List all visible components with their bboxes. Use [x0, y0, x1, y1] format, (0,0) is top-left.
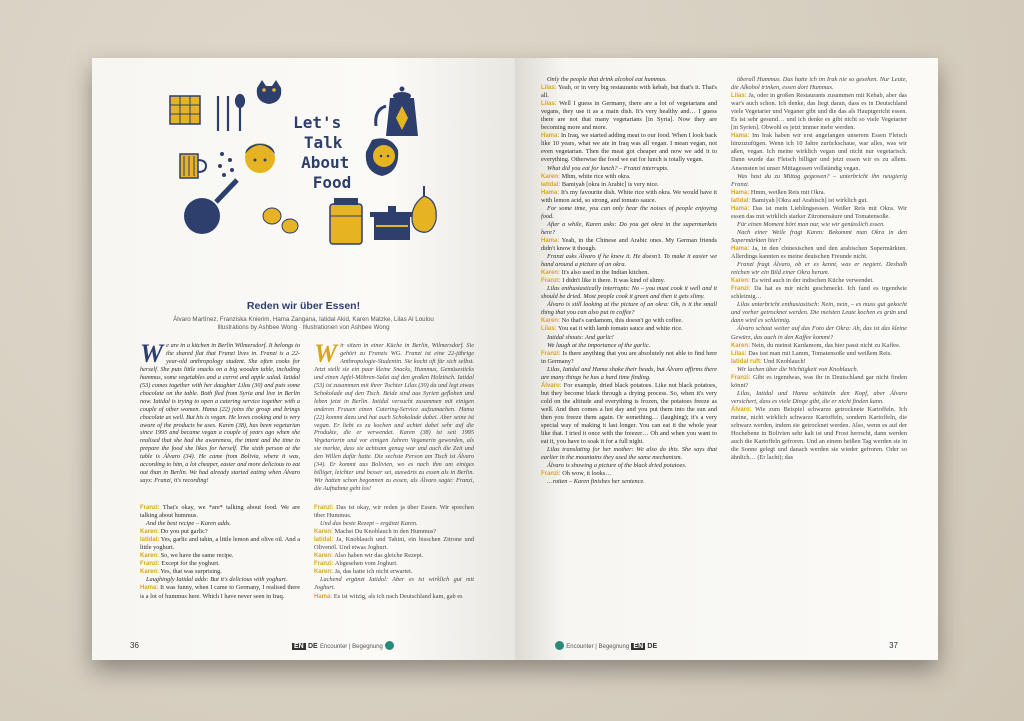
- speaker-name: Iatidal:: [541, 181, 561, 188]
- lang-tag-en: EN: [294, 642, 304, 650]
- dialog-line: [731, 189, 907, 197]
- dialog-text: In Iraq, we started adding meat to our food. When I look back like 10 years, what we ate in Iraq was all vegan. I mean vegan, not even vegetarian. Then the meat got cheaper and now we add it to everything. Otherwise the food we eat for lunch is totally vegan.: [541, 132, 717, 164]
- lang-tag-en: EN: [633, 642, 644, 650]
- dialog-text: Lilas, Iatidal and Hama shake their heads, but Álvaro affirms there are many things he has a hard time finding.: [541, 365, 717, 381]
- dialog-en: [140, 504, 300, 601]
- dialog-line: [541, 189, 717, 205]
- speaker-name: Karen:: [140, 553, 160, 560]
- speaker-name: Hama:: [731, 189, 750, 196]
- dialog-text: It's also used in the Indian kitchen.: [561, 269, 649, 277]
- dialog-line: [541, 366, 717, 382]
- intro-en: [140, 339, 300, 485]
- dialog-line: [541, 478, 717, 486]
- speaker-name: Franzi:: [140, 505, 160, 511]
- jar-icon: [330, 198, 362, 244]
- dialog-line: [314, 576, 474, 592]
- dialog-text: You eat it with lamb tomato sauce and white rice.: [558, 325, 683, 333]
- dialog-line: [541, 285, 717, 301]
- dialog-text: Álvaro is still looking at the picture of an okra: Oh, is it the small thing that you can also put in coffee?: [541, 301, 717, 317]
- running-title: Encounter | Begegnung: [319, 643, 383, 650]
- dialog-line: [731, 350, 907, 358]
- dialog-line: [541, 342, 717, 350]
- speaker-name: Lilas:: [541, 85, 557, 92]
- dialog-line: [731, 358, 907, 366]
- dialog-line: [541, 181, 717, 189]
- dialog-text: Ja, oder in großen Restaurants zusammen mit Kebab, aber das war's auch schon. Ich denke, das liegt daran, dass es in Deutschland viele Vegetarier und Veganer gibt und die das als Hauptgericht essen. Es ist sehr gesund… und ich denke es gibt nicht so viele Vegetarier [in Syrien]. Obwohl es jetzt immer mehr werden.: [731, 92, 908, 132]
- dialog-line: [731, 205, 907, 221]
- speaker-name: Franzi:: [314, 505, 334, 511]
- dialog-line: [541, 470, 717, 478]
- dialog-text: Álvaro schaut weiter auf das Foto der Okra: Ah, das ist das kleine Gewürz, das auch in den Kaffee kommt?: [731, 325, 907, 341]
- man-face-icon: [245, 143, 275, 173]
- dialog-text: Im Irak haben wir erst angefangen unserem Essen Fleisch hinzuzufügen. Wenn ich 10 Jahre zurückschaue, war alles, was wir aßen, vegan. Ich meine wirklich vegan und nicht nur vegetarisch. Dann wurde das Fleisch billiger und jetzt essen wir es zu allem. Ansonsten ist unser Mittagessen vollständig vegan.: [731, 132, 908, 172]
- dialog-text: Es ist witzig, als ich nach Deutschland kam, gab es: [333, 592, 463, 600]
- dialog-line: [541, 317, 717, 325]
- speaker-name: Franzi:: [731, 286, 751, 293]
- dialog-line: [541, 76, 717, 84]
- dialog-text: It was funny, when I came to Germany, I realised there is a lot of hummus here. Which I have never seen in Iraq.: [140, 584, 300, 600]
- dialog-text: Lilas, Iatidal und Hama schütteln den Kopf, aber Álvaro versichert, dass es viele Dinge gibt, die er nicht finden kann.: [731, 389, 907, 405]
- dialog-line: [731, 406, 907, 462]
- dialog-line: [731, 261, 907, 277]
- speaker-name: Franzi:: [314, 561, 334, 568]
- speaker-name: Hama:: [140, 585, 159, 592]
- speaker-name: Hama:: [731, 205, 750, 212]
- dialog-text: What did you eat for lunch? – Franzi interrupts.: [547, 164, 669, 172]
- dialog-line: [731, 221, 907, 229]
- footer-right: [555, 641, 657, 650]
- page-number-right: 37: [889, 641, 898, 650]
- dialog-text: Yeah, or in very big restaurants with kebab, but that's it. That's all.: [541, 84, 717, 100]
- dialog-line: [541, 165, 717, 173]
- dialog-text: I didn't like it there. It was kind of slimy.: [562, 277, 665, 285]
- speaker-name: Karen:: [541, 173, 561, 180]
- dialog-text: Is there anything that you are absolutely not able to find here in Germany?: [541, 349, 718, 365]
- logo-icon: [555, 641, 564, 650]
- dialog-line: [314, 536, 474, 552]
- cooking-pot-icon: [370, 206, 414, 240]
- speaker-name: Lilas:: [731, 93, 747, 100]
- dialog-text: Lilas enthusiastically interrupts: No – you must cook it well and it should be dried. Most people cook it green and then it gets slimy.: [541, 285, 717, 301]
- authors-line: Álvaro Martínez, Franziska Knierim, Hama Zangana, Iatidal Akid, Karen Matzke, Lilas Al Loulou: [173, 316, 434, 323]
- speaker-name: Hama:: [731, 245, 750, 252]
- speaker-name: Karen:: [314, 569, 334, 576]
- dialog-text: So, we have the same recipe.: [160, 552, 234, 560]
- dialog-line: [541, 301, 717, 317]
- dialog-text: Franzi fragt Álvaro, ob er es kennt, was er negiert. Deshalb reichen wir ein Bild einer Okra herum.: [731, 261, 907, 277]
- dialog-line: [541, 237, 717, 253]
- dialog-line: [731, 366, 907, 374]
- dialog-line: [140, 536, 300, 552]
- dialog-text: Ja, das hatte ich nicht erwartet.: [334, 568, 413, 576]
- right-page: [515, 58, 938, 660]
- speaker-name: Karen:: [731, 342, 751, 349]
- dialog-text: For some time, you can only hear the noises of people enjoying food.: [541, 204, 717, 220]
- right-column-de: [731, 76, 907, 462]
- dialog-line: [140, 504, 300, 520]
- dialog-line: [541, 84, 717, 100]
- dialog-text: Franzi asks Álvaro if he knew it. He doesn't. To make it easier we hand around a picture of an okra.: [541, 253, 717, 269]
- speaker-name: Hama:: [541, 189, 560, 196]
- left-page: [92, 58, 515, 660]
- dialog-line: [541, 269, 717, 277]
- dialog-line: [140, 568, 300, 576]
- dialog-line: [541, 205, 717, 221]
- dialog-text: Ja, Knoblauch und Tahini, ein bisschen Zitrone und Olivenöl. Und etwas Joghurt.: [314, 536, 474, 552]
- speaker-name: Karen:: [140, 569, 160, 576]
- dialog-text: That's okay, we *are* talking about food. We are talking about hummus.: [140, 504, 300, 520]
- dialog-text: Da hat es mir nicht geschmeckt. Ich fand es irgendwie schleimig…: [731, 285, 907, 301]
- dialog-text: Mhm, white rice with okra.: [561, 172, 631, 180]
- lang-tag-de: DE: [307, 642, 318, 650]
- dialog-line: [541, 446, 717, 462]
- dialog-line: [541, 382, 717, 446]
- dialog-line: [314, 520, 474, 528]
- dialog-de: [314, 504, 474, 601]
- dialog-text: Das ist okay, wir reden ja über Essen. Wir sprechen über Hummus.: [314, 504, 474, 520]
- dialog-line: [314, 504, 474, 520]
- speaker-name: Karen:: [541, 270, 561, 277]
- speaker-name: Franzi:: [541, 350, 561, 357]
- dialog-line: [314, 593, 474, 601]
- coffee-pot-icon: [376, 87, 418, 137]
- dialog-line: [731, 277, 907, 285]
- illustration: [162, 76, 452, 291]
- speaker-name: Lilas:: [541, 101, 557, 108]
- title-lettering: [293, 113, 359, 192]
- speaker-name: Karen:: [314, 553, 334, 560]
- dialog-line: [140, 584, 300, 600]
- dialog-text: Was hast du zu Mittag gegessen? – unterbricht ihn neugierig Franzi.: [731, 172, 907, 188]
- dialog-line: [731, 374, 907, 390]
- dialog-text: Abgesehen vom Joghurt.: [334, 560, 398, 568]
- speaker-name: Álvaro:: [731, 406, 752, 413]
- magazine-spread: [92, 58, 938, 660]
- speaker-name: Franzi:: [541, 278, 561, 285]
- dialog-line: [731, 285, 907, 301]
- dialog-text: Lilas unterbricht enthusiastisch: Nein, nein, – es muss gut gekocht und vorher getrocknet werden. Die meisten Leute kochen es grün und dann wird es schleimig.: [731, 301, 907, 325]
- dialog-text: Und Knoblauch!: [763, 357, 806, 365]
- dialog-line: [314, 568, 474, 576]
- title-line-4: Food: [312, 173, 352, 192]
- right-column-en: [541, 76, 717, 486]
- speaker-name: Hama:: [314, 593, 333, 600]
- dialog-line: [731, 245, 907, 261]
- dialog-line: [731, 301, 907, 325]
- mug-icon: [180, 154, 206, 178]
- lang-tag-de: DE: [647, 642, 658, 650]
- dialog-text: Das ist mein Lieblingsessen. Weißer Reis mit Okra. Wir essen das mit wirklich starker Zitronensäure und Tomatensoße.: [731, 204, 907, 220]
- dialog-text: Lachend ergänzt Iatidal: Aber es ist wirklich gut mit Joghurt.: [314, 576, 474, 592]
- dialog-text: Bamiyah [okra in Arabic] is very nice.: [561, 180, 659, 188]
- dialog-line: [314, 528, 474, 536]
- speaker-name: Hama:: [541, 237, 560, 244]
- dialog-text: Laughingly Iatidal adds: But it's delicious with yoghurt.: [146, 576, 288, 584]
- logo-icon: [385, 641, 394, 650]
- article-heading: Reden wir über Essen!: [246, 300, 361, 312]
- dialog-text: Yeah, in the Chinese and Arabic ones. My German friends didn't know it though.: [541, 236, 717, 252]
- speaker-name: Karen:: [731, 278, 751, 285]
- dialog-text: Das isst man mit Lamm, Tomatensoße und weißem Reis.: [748, 349, 892, 357]
- intro-en-text: e are in a kitchen in Berlin Wilmersdorf. It belongs to the shared flat that Franzi lives in. Franzi is a 22-year-old anthropology student. She often cooks for herself. She puts little snacks on a big wooden table, including hummus, some vegetables and a carrot and apple salad. Iatidal (53) comes together with her daughter Lilas (30) and puts some chocolate on the table. Both fled from Syria and live in Berlin now. Iatidal is trying to open a catering service together with a couple of other women. Hama (22) joins the group and brings chocolate as well. But his is vegan. He loves cooking and is very aware of the products he uses. Karen (38), has been vegetarian since 1995 and became vegan a couple of years ago when she realised that she had the awareness, the intent and the time to prepare the food she likes for herself. The sixth person at the table is Álvaro (34). He came from Bolivia, where it was, according to him, a lot cheaper, easier and more delicious to eat out than in Berlin. We had already started eating when Álvaro says: Franzi, it's recording!: [140, 342, 300, 485]
- speaker-name: Hama:: [731, 133, 750, 140]
- dropcap-de: W: [314, 339, 338, 368]
- speaker-name: Iatidal:: [140, 537, 160, 544]
- dialog-line: [541, 334, 717, 342]
- dropcap-en: W: [140, 339, 164, 368]
- dialog-line: [541, 325, 717, 333]
- footer-left: [292, 641, 394, 650]
- speaker-name: Franzi:: [541, 471, 561, 478]
- authors-credit: [92, 316, 515, 332]
- dialog-line: [314, 560, 474, 568]
- dialog-line: [541, 100, 717, 132]
- speaker-name: Álvaro:: [541, 382, 562, 389]
- running-title: Encounter | Begegnung: [566, 643, 630, 650]
- dialog-text: Only the people that drink alcohol eat hummus.: [547, 76, 667, 83]
- speaker-name: Franzi:: [140, 561, 160, 568]
- lemon-icon: [263, 208, 298, 233]
- dialog-line: [541, 253, 717, 269]
- dialog-line: [140, 528, 300, 536]
- dialog-text: Except for the yoghurt.: [161, 560, 220, 568]
- garlic-icon: [412, 186, 436, 232]
- speaker-name: Hama:: [541, 133, 560, 140]
- dialog-line: [731, 342, 907, 350]
- dialog-text: Yes, that was surprising.: [160, 568, 222, 576]
- speaker-name: Lilas:: [731, 350, 747, 357]
- intro-de-text: ir sitzen in einer Küche in Berlin, Wilmersdorf. Sie gehört zu Franzis WG. Franzi ist eine 22-jährige Anthropologie-Studentin. Sie kocht oft für sich selbst. Jetzt stellt sie ein paar kleine Snacks, Hummus, Gemüsesticks und einen Apfel-Möhren-Salat auf den großen Holztisch. Iatidal (53) ist zusammen mit ihrer Tochter Lilas (30) da und legt etwas Schokolade auf den Tisch. Beide sind aus Syrien geflohen und leben jetzt in Berlin. Iatidal versucht zusammen mit einigen anderen Frauen einen Catering-Service aufzumachen. Hama (22) kommt dazu und hat auch Schokolade dabei. Aber seine ist vegan. Er liebt es zu kochen und achtet dabei sehr auf die Produkte, die er verwendet. Karen (38) ist seit 1995 Vegetarierin und vor einigen Jahren Veganerin geworden, als sie merkte, dass sie achtsam genug war und auch die Zeit und den Willen dafür hatte. Die sechste Person am Tisch ist Álvaro (34). Er kommt aus Bolivien, wo es nach ihm um einiges billiger, leichter und besser sei, auswärts zu essen als in Berlin. Wir hatten schon begonnen zu essen, als Álvaro sagte: Franzi, die Aufnahme geht los!: [314, 342, 474, 493]
- dialog-text: Wir lachen über die Wichtigkeit von Knoblauch.: [737, 365, 859, 373]
- dialog-text: überall Hummus. Das hatte ich im Irak nie so gesehen. Nur Leute, die Alkohol trinken, essen dort Hummus.: [731, 76, 907, 92]
- waffle-icon: [170, 96, 200, 124]
- dialog-text: Wie zum Beispiel schwarze getrocknete Kartoffeln. Ich meine, nicht wirklich schwarze Kartoffeln, sondern Kartoffeln, die schwarz werden, indem sie getrocknet werden. Also, wenn es auf der Hochebene in Bolivien sehr kalt ist und Frost herrscht, dann werden auch die Kartoffeln gefroren. Und an einem heißen Tag werden sie in die Sonne gelegt und danach werden sie wieder gefroren. Oder so ähnlich… (Er lacht); das: [731, 405, 907, 462]
- dialog-text: No that's cardamom, this doesn't go with coffee.: [561, 317, 683, 325]
- dialog-line: [541, 277, 717, 285]
- dialog-text: Für einen Moment hört man nur, wie wir genüsslich essen.: [737, 220, 885, 228]
- dialog-text: And the best recipe – Karen adds.: [146, 520, 232, 528]
- cutlery-icon: [218, 95, 244, 131]
- dialog-text: Iatidal shouts: And garlic!: [547, 333, 614, 341]
- dialog-text: Nach einer Weile fragt Karen: Bekommt man Okra in den Supermärkten hier?: [731, 228, 907, 244]
- dialog-text: Nein, du meinst Kardamom, das hier passt nicht zu Kaffee.: [751, 341, 901, 349]
- page-number-left: 36: [130, 641, 139, 650]
- dialog-line: [731, 132, 907, 172]
- dialog-line: [541, 221, 717, 237]
- title-line-3: About: [301, 153, 350, 172]
- dialog-line: [541, 132, 717, 164]
- dialog-text: Álvaro is showing a picture of the black dried potatoes.: [547, 462, 687, 470]
- woman-face-icon: [366, 138, 398, 176]
- speaker-name: Lilas:: [541, 326, 557, 333]
- dialog-line: [541, 462, 717, 470]
- dialog-line: [140, 552, 300, 560]
- speaker-name: Iatidal ruft:: [731, 358, 762, 365]
- dialog-line: [541, 350, 717, 366]
- dialog-text: Gibt es irgendwas, was ihr in Deutschland gar nicht finden könnt?: [731, 373, 908, 389]
- dialog-line: [140, 576, 300, 584]
- speaker-name: Karen:: [314, 529, 334, 536]
- speaker-name: Franzi:: [731, 374, 751, 381]
- illustrations-line: Illustrations by Ashbee Wong · Illustrationen von Ashbee Wong: [217, 324, 390, 331]
- speaker-name: Iatidal:: [731, 197, 751, 204]
- dialog-line: [140, 560, 300, 568]
- dialog-line: [314, 552, 474, 560]
- dialog-text: Oh wow, it looks…: [562, 470, 612, 478]
- dialog-text: Und das beste Rezept – ergänzt Karen.: [320, 520, 418, 528]
- dialog-text: We laugh at the importance of the garlic.: [547, 341, 651, 349]
- dialog-line: [731, 197, 907, 205]
- dialog-text: Ja, in den chinesischen und den arabischen Supermärkten. Allerdings kannten es meine deutschen Freunde nicht.: [731, 244, 908, 261]
- speaker-name: Karen:: [541, 318, 561, 325]
- dialog-line: [140, 520, 300, 528]
- dialog-text: Es wird auch in der indischen Küche verwendet.: [751, 277, 874, 285]
- speaker-name: Iatidal:: [314, 537, 334, 544]
- spice-dots-icon: [218, 152, 234, 177]
- dialog-text: Well I guess in Germany, there are a lot of vegetarians and vegans, they use it as a main dish. It's very healthy and… I guess there are not that many vegetarians [in Syria]. Now they are becoming more and more.: [541, 100, 717, 132]
- dialog-text: For example, dried black potatoes. Like not black potatoes, but they become black through a drying process. So, when it's very cold on the altitude and everything is frozen, the potatoes freeze as well. And then comes a hot day and you put them into the sun and then you freeze them again. Or something… (laughing); it's a very special way of making it last longer. You can eat it the whole year like that. I tried it once with the freezer… Oh and when you want to eat it, you have to soak it for a full night.: [541, 381, 717, 446]
- dialog-text: Machst Du Knoblauch in den Hummus?: [334, 528, 437, 536]
- dialog-text: …rotten – Karen finishes her sentence.: [547, 478, 645, 486]
- dialog-text: After a while, Karen asks: Do you get okra in the supermarkets here?: [541, 220, 717, 236]
- dialog-text: Bamiyah [Okra auf Arabisch] ist wirklich gut.: [751, 196, 868, 204]
- title-line-2: Talk: [303, 133, 343, 152]
- frying-pan-icon: [184, 180, 237, 234]
- cat-icon: [257, 80, 282, 104]
- dialog-line: [731, 92, 907, 132]
- speaker-name: Karen:: [140, 529, 160, 536]
- dialog-line: [731, 325, 907, 341]
- dialog-text: Do you put garlic?: [160, 528, 208, 536]
- intro-de: [314, 339, 474, 493]
- dialog-text: Lilas translating for her mother: We also do this. She says that earlier in the mountains they used the same mechanism.: [541, 446, 717, 462]
- dialog-line: [731, 76, 907, 92]
- dialog-line: [731, 173, 907, 189]
- dialog-text: Hmm, weißen Reis mit Okra.: [750, 188, 826, 196]
- dialog-text: Also haben wir das gleiche Rezept.: [334, 552, 424, 560]
- dialog-line: [731, 390, 907, 406]
- dialog-text: Yes, garlic and tahin, a little lemon and olive oil. And a little yoghurt.: [140, 536, 300, 552]
- dialog-line: [731, 229, 907, 245]
- title-line-1: Let's: [293, 113, 342, 132]
- dialog-line: [541, 173, 717, 181]
- dialog-text: It's my favourite dish. White rice with okra. We would have it with lemon acid, so strong, and tomato sauce.: [541, 188, 717, 204]
